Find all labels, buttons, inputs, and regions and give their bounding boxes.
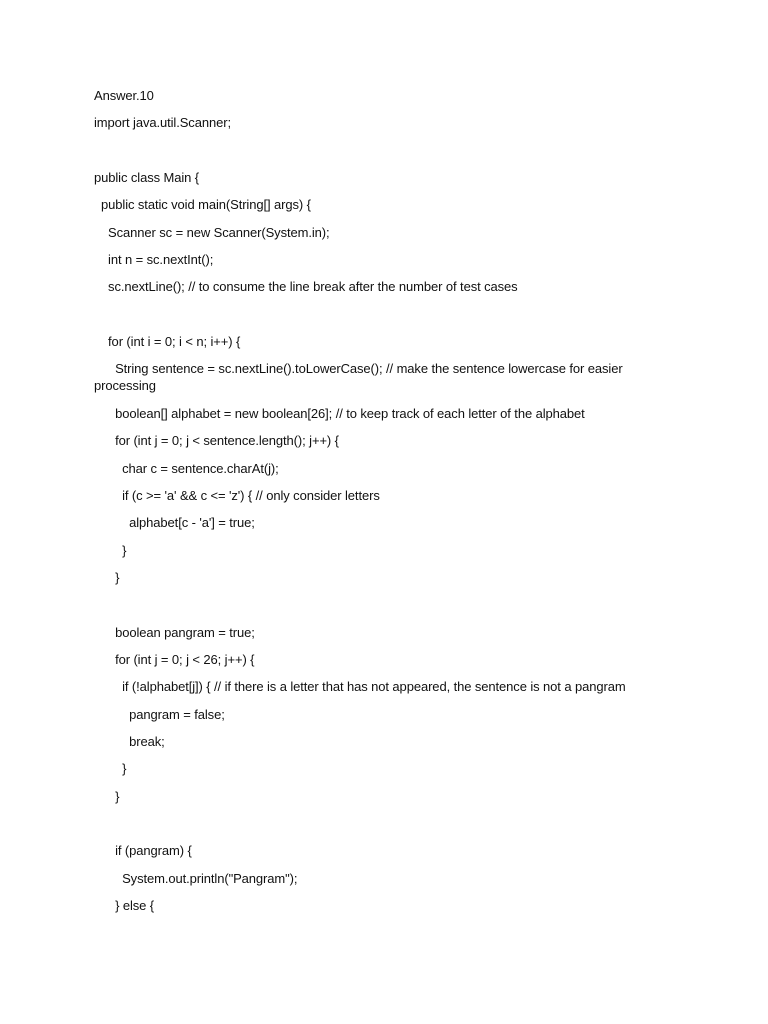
code-line: for (int j = 0; j < 26; j++) { bbox=[94, 652, 255, 667]
code-line: boolean[] alphabet = new boolean[26]; // to keep track of each letter of the alphabet bbox=[94, 406, 585, 421]
code-line: for (int j = 0; j < sentence.length(); j++) { bbox=[94, 433, 339, 448]
code-line: pangram = false; bbox=[94, 707, 225, 722]
code-line: public class Main { bbox=[94, 170, 200, 185]
answer-heading: Answer.10 bbox=[94, 88, 154, 103]
code-line: if (pangram) { bbox=[94, 843, 192, 858]
code-line: break; bbox=[94, 734, 165, 749]
code-line: boolean pangram = true; bbox=[94, 625, 255, 640]
code-line: for (int i = 0; i < n; i++) { bbox=[94, 334, 241, 349]
code-line: } else { bbox=[94, 898, 155, 913]
code-line: if (!alphabet[j]) { // if there is a letter that has not appeared, the sentence is not a pangram bbox=[94, 679, 626, 694]
code-line: } bbox=[94, 789, 120, 804]
code-line: if (c >= 'a' && c <= 'z') { // only consider letters bbox=[94, 488, 380, 503]
code-line: import java.util.Scanner; bbox=[94, 115, 231, 130]
code-line: int n = sc.nextInt(); bbox=[94, 252, 214, 267]
code-line: processing bbox=[94, 378, 156, 393]
code-line: alphabet[c - 'a'] = true; bbox=[94, 515, 255, 530]
code-line: public static void main(String[] args) { bbox=[94, 197, 311, 212]
code-line: sc.nextLine(); // to consume the line break after the number of test cases bbox=[94, 279, 518, 294]
code-line: System.out.println("Pangram"); bbox=[94, 871, 298, 886]
code-line: String sentence = sc.nextLine().toLowerCase(); // make the sentence lowercase for easier bbox=[94, 361, 623, 376]
code-line: } bbox=[94, 761, 127, 776]
code-line: } bbox=[94, 570, 120, 585]
code-line: Scanner sc = new Scanner(System.in); bbox=[94, 225, 330, 240]
code-line: char c = sentence.charAt(j); bbox=[94, 461, 279, 476]
code-line: } bbox=[94, 543, 127, 558]
